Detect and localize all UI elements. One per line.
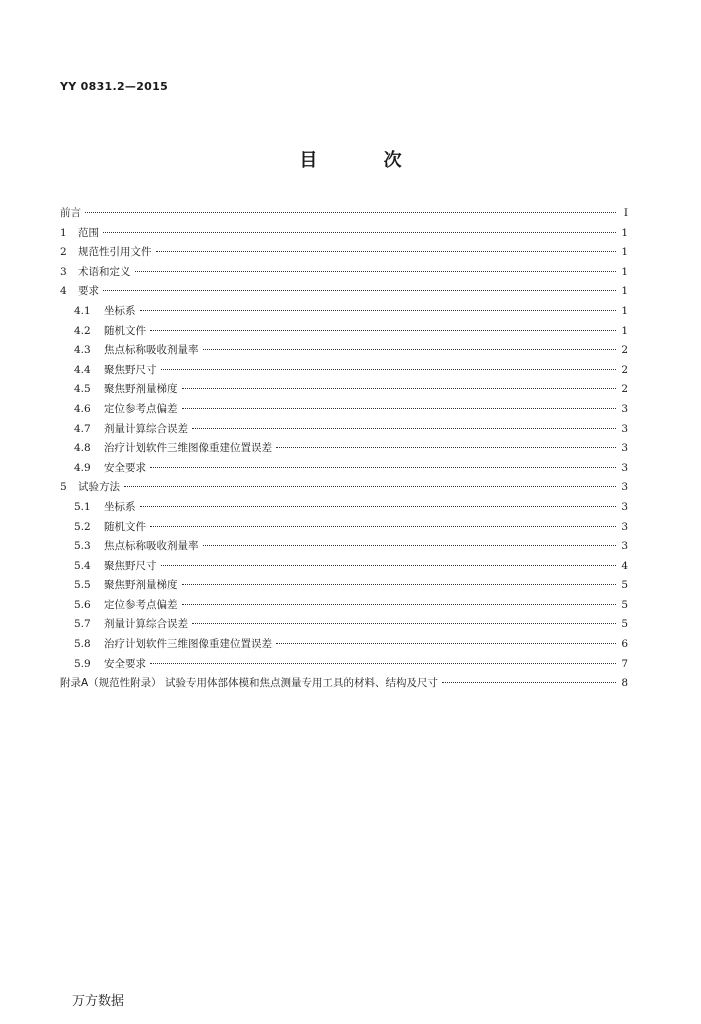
toc-dot-leader (140, 310, 617, 311)
toc-entry-label: 范围 (78, 226, 99, 239)
toc-entry-label: 随机文件 (104, 324, 146, 337)
toc-entry-label: 附录A（规范性附录） 试验专用体部体模和焦点测量专用工具的材料、结构及尺寸 (60, 677, 439, 690)
toc-entry-number: 4.3 (74, 344, 91, 357)
toc-entry-page: 3 (621, 461, 628, 474)
toc-entry-page: 3 (621, 422, 628, 435)
toc-entry[interactable] (60, 263, 628, 283)
toc-entry[interactable] (60, 674, 628, 694)
toc-entry[interactable] (60, 361, 628, 381)
toc-entry-number: 2 (60, 246, 67, 259)
toc-entry-page: 5 (621, 579, 628, 592)
toc-entry-number: 5.2 (74, 520, 91, 533)
toc-entry-page: 4 (621, 559, 628, 572)
toc-entry[interactable] (60, 557, 628, 577)
toc-entry-number: 4.4 (74, 363, 91, 376)
toc-entry-page: 6 (621, 638, 628, 651)
toc-entry-page: 1 (621, 304, 628, 317)
toc-entry-label: 聚焦野尺寸 (104, 363, 157, 376)
toc-entry[interactable] (60, 322, 628, 342)
toc-entry-page: 2 (621, 344, 628, 357)
toc-dot-leader (442, 682, 616, 683)
toc-entry-number: 5.9 (74, 657, 91, 670)
toc-entry-page: 1 (621, 324, 628, 337)
toc-entry-label: 安全要求 (104, 657, 146, 670)
page-title: 目 次 (299, 150, 432, 171)
toc-dot-leader (135, 271, 617, 272)
toc-entry-page: 5 (621, 618, 628, 631)
toc-entry-page: 8 (621, 677, 628, 690)
toc-entry[interactable] (60, 243, 628, 263)
toc-entry-number: 5.4 (74, 559, 91, 572)
toc-entry-number: 4 (60, 285, 67, 298)
toc-entry-number: 5.5 (74, 579, 91, 592)
toc-entry-number: 4.7 (74, 422, 91, 435)
toc-entry[interactable] (60, 537, 628, 557)
toc-entry-label: 聚焦野剂量梯度 (104, 383, 178, 396)
toc-entry-number: 1 (60, 226, 67, 239)
toc-dot-leader (161, 565, 617, 566)
toc-dot-leader (85, 212, 616, 213)
toc-dot-leader (276, 643, 616, 644)
toc-entry-page: 3 (621, 520, 628, 533)
toc-entry-page: 1 (621, 246, 628, 259)
toc-entry-label: 要求 (78, 285, 99, 298)
toc-entry[interactable] (60, 478, 628, 498)
toc-entry-label: 规范性引用文件 (78, 246, 152, 259)
toc-dot-leader (124, 486, 616, 487)
toc-dot-leader (182, 584, 617, 585)
toc-dot-leader (192, 428, 616, 429)
toc-entry-label: 焦点标称吸收剂量率 (104, 540, 199, 553)
toc-entry-label: 坐标系 (104, 304, 136, 317)
toc-entry-number: 4.6 (74, 402, 91, 415)
toc-entry[interactable] (60, 518, 628, 538)
toc-dot-leader (140, 506, 617, 507)
toc-entry-label: 剂量计算综合误差 (104, 618, 188, 631)
toc-entry-label: 术语和定义 (78, 265, 131, 278)
table-of-contents (60, 204, 628, 694)
toc-entry-page: I (623, 207, 628, 219)
toc-entry[interactable] (60, 439, 628, 459)
toc-entry[interactable] (60, 498, 628, 518)
toc-entry-label: 安全要求 (104, 461, 146, 474)
toc-dot-leader (182, 388, 617, 389)
toc-entry[interactable] (60, 400, 628, 420)
toc-entry-label: 前言 (60, 207, 81, 219)
toc-dot-leader (150, 330, 616, 331)
toc-entry[interactable] (60, 459, 628, 479)
toc-entry-number: 4.2 (74, 324, 91, 337)
toc-entry-label: 随机文件 (104, 520, 146, 533)
toc-entry-page: 3 (621, 402, 628, 415)
toc-entry[interactable] (60, 380, 628, 400)
toc-entry-label: 定位参考点偏差 (104, 598, 178, 611)
toc-entry-number: 5.6 (74, 598, 91, 611)
toc-entry-number: 4.8 (74, 442, 91, 455)
toc-dot-leader (203, 349, 617, 350)
toc-entry-page: 7 (621, 657, 628, 670)
watermark-text: 万方数据 (72, 994, 125, 1009)
toc-dot-leader (182, 408, 617, 409)
toc-entry[interactable] (60, 224, 628, 244)
toc-entry-page: 3 (621, 442, 628, 455)
toc-entry[interactable] (60, 655, 628, 675)
toc-dot-leader (203, 545, 617, 546)
toc-entry[interactable] (60, 341, 628, 361)
toc-dot-leader (103, 290, 616, 291)
toc-entry-label: 焦点标称吸收剂量率 (104, 344, 199, 357)
toc-dot-leader (150, 467, 616, 468)
toc-entry-number: 4.9 (74, 461, 91, 474)
toc-entry[interactable] (60, 615, 628, 635)
toc-entry-number: 4.5 (74, 383, 91, 396)
toc-dot-leader (150, 663, 616, 664)
toc-entry-page: 1 (621, 285, 628, 298)
toc-entry-page: 3 (621, 481, 628, 494)
toc-dot-leader (192, 623, 616, 624)
toc-dot-leader (182, 604, 617, 605)
toc-dot-leader (103, 232, 616, 233)
toc-entry-page: 1 (621, 226, 628, 239)
toc-entry[interactable] (60, 204, 628, 224)
toc-entry-page: 2 (621, 383, 628, 396)
toc-entry-number: 5.3 (74, 540, 91, 553)
toc-entry-number: 5.1 (74, 500, 91, 513)
toc-entry-label: 剂量计算综合误差 (104, 422, 188, 435)
toc-dot-leader (150, 526, 616, 527)
toc-entry-number: 4.1 (74, 304, 91, 317)
toc-entry[interactable] (60, 282, 628, 302)
toc-entry-label: 聚焦野剂量梯度 (104, 579, 178, 592)
toc-entry[interactable] (60, 635, 628, 655)
toc-entry-label: 定位参考点偏差 (104, 402, 178, 415)
toc-entry[interactable] (60, 302, 628, 322)
toc-dot-leader (156, 251, 617, 252)
toc-entry-label: 治疗计划软件三维图像重建位置误差 (104, 638, 272, 651)
standard-code: YY 0831.2—2015 (60, 80, 169, 93)
toc-entry-page: 3 (621, 500, 628, 513)
toc-entry-number: 5.7 (74, 618, 91, 631)
toc-entry-label: 试验方法 (78, 481, 120, 494)
toc-entry-number: 5.8 (74, 638, 91, 651)
toc-entry-label: 治疗计划软件三维图像重建位置误差 (104, 442, 272, 455)
toc-entry-number: 3 (60, 265, 67, 278)
toc-dot-leader (276, 447, 616, 448)
toc-dot-leader (161, 369, 617, 370)
toc-entry[interactable] (60, 596, 628, 616)
toc-entry-page: 2 (621, 363, 628, 376)
toc-entry-page: 3 (621, 540, 628, 553)
toc-entry-label: 坐标系 (104, 500, 136, 513)
toc-entry[interactable] (60, 576, 628, 596)
toc-entry[interactable] (60, 420, 628, 440)
toc-entry-page: 1 (621, 265, 628, 278)
toc-entry-page: 5 (621, 598, 628, 611)
toc-entry-label: 聚焦野尺寸 (104, 559, 157, 572)
toc-entry-number: 5 (60, 481, 67, 494)
